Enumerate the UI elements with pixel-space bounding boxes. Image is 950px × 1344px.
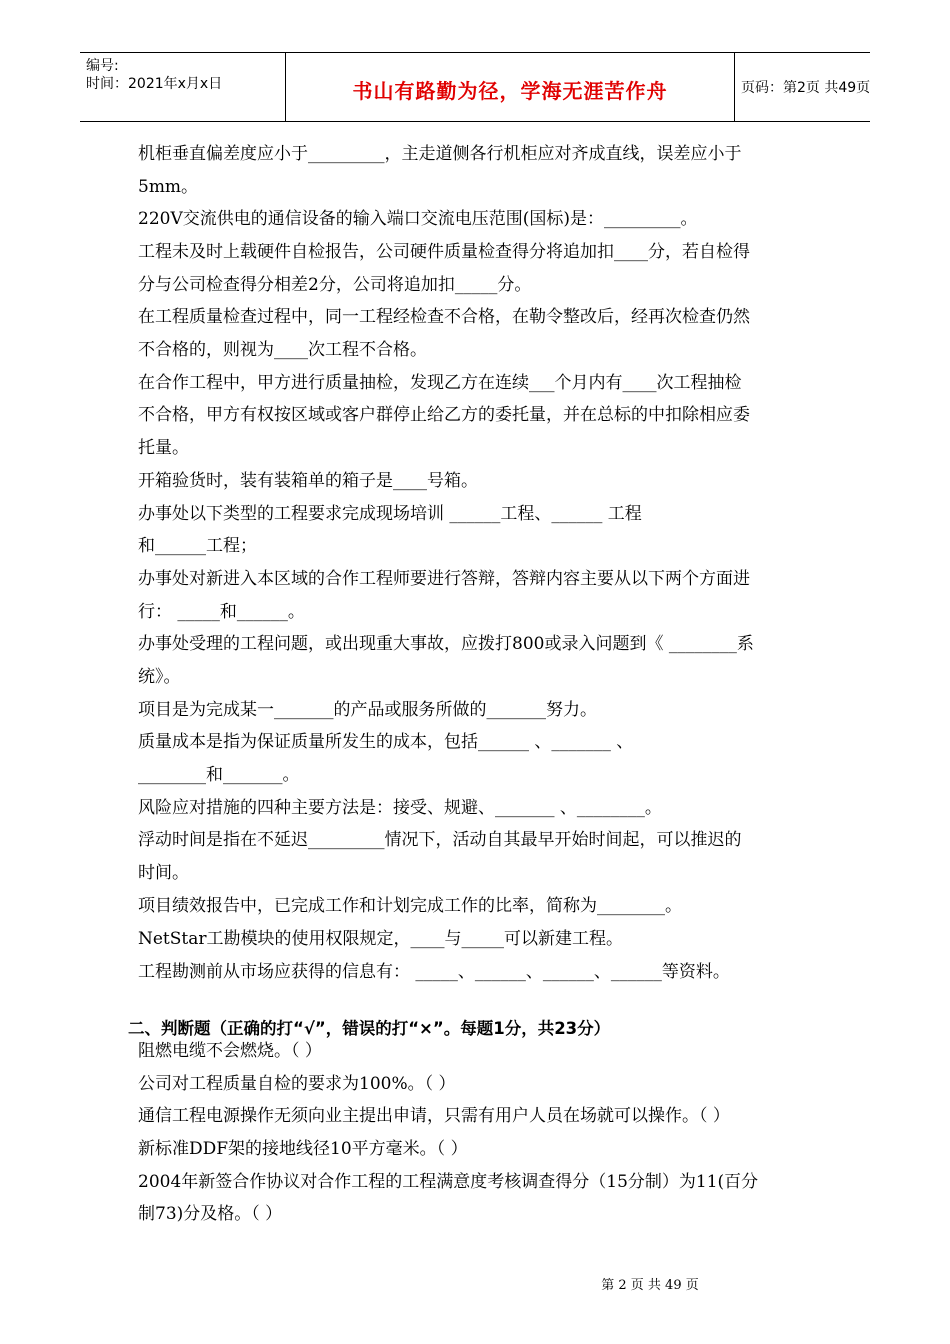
page-header (80, 52, 870, 122)
judgement-line: 通信工程电源操作无须向业主提出申请，只需有用户人员在场就可以操作。（ ） (138, 1106, 730, 1126)
page-footer: 第 2 页 共 49 页 (601, 1278, 699, 1293)
question-line: 不合格，甲方有权按区域或客户群停止给乙方的委托量，并在总标的中扣除相应委 (138, 405, 750, 425)
question-line: 质量成本是指为保证质量所发生的成本，包括______ 、_______ 、 (138, 732, 634, 752)
question-line: 和______工程； (138, 536, 257, 556)
question-line: 统》。 (138, 667, 181, 687)
question-line: 分与公司检查得分相差2分，公司将追加扣_____分。 (138, 275, 532, 295)
question-line: NetStar工勘模块的使用权限规定，____与_____可以新建工程。 (138, 929, 624, 949)
judgement-line: 制73)分及格。（ ） (138, 1204, 283, 1224)
question-line: 浮动时间是指在不延迟_________情况下，活动自其最早开始时间起，可以推迟的 (138, 830, 742, 850)
question-line: 项目是为完成某一_______的产品或服务所做的_______努力。 (138, 700, 597, 720)
question-line: 在工程质量检查过程中，同一工程经检查不合格，在勒令整改后，经再次检查仍然 (138, 307, 750, 327)
question-line: 时间。 (138, 863, 189, 883)
question-line: 办事处对新进入本区域的合作工程师要进行答辩，答辩内容主要从以下两个方面进 (138, 569, 750, 589)
question-line: 工程未及时上载硬件自检报告，公司硬件质量检查得分将追加扣____分，若自检得 (138, 242, 750, 262)
question-line: 在合作工程中，甲方进行质量抽检，发现乙方在连续___个月内有____次工程抽检 (138, 373, 742, 393)
judgement-line: 2004年新签合作协议对合作工程的工程满意度考核调查得分（15分制）为11(百分 (138, 1172, 759, 1192)
header-page-info: 页码：第2页 共49页 (741, 80, 871, 96)
section-title-judgement: 二、判断题（正确的打“√”，错误的打“×”。每题1分，共23分） (128, 1019, 611, 1038)
header-meta (80, 53, 285, 121)
question-line: ________和_______。 (138, 765, 300, 785)
question-line: 办事处以下类型的工程要求完成现场培训 ______工程、______ 工程 (138, 504, 642, 524)
question-line: 工程勘测前从市场应获得的信息有： _____、______、______、______等资料。 (138, 962, 730, 982)
judgement-line: 公司对工程质量自检的要求为100%。（ ） (138, 1074, 456, 1094)
question-line: 风险应对措施的四种主要方法是：接受、规避、_______ 、________。 (138, 798, 662, 818)
question-line: 220V交流供电的通信设备的输入端口交流电压范围(国标)是：_________。 (138, 209, 698, 229)
question-line: 办事处受理的工程问题，或出现重大事故，应拨打800或录入问题到《 ________系 (138, 634, 754, 654)
document-code-label: 编号: (86, 58, 119, 74)
judgement-line: 新标准DDF架的接地线径10平方毫米。（ ） (138, 1139, 468, 1159)
question-line: 开箱验货时，装有装箱单的箱子是____号箱。 (138, 471, 478, 491)
question-line: 托量。 (138, 438, 189, 458)
judgement-line: 阻燃电缆不会燃烧。（ ） (138, 1041, 322, 1061)
header-motto: 书山有路勤为径，学海无涯苦作舟 (352, 79, 668, 103)
question-line: 行： _____和______。 (138, 602, 305, 622)
header-page-cell (733, 53, 870, 121)
header-motto-cell (285, 53, 735, 121)
question-line: 机柜垂直偏差度应小于_________，主走道侧各行机柜应对齐成直线，误差应小于 (138, 144, 742, 164)
question-line: 不合格的，则视为____次工程不合格。 (138, 340, 427, 360)
document-time: 时间：2021年x月x日 (86, 76, 223, 92)
question-line: 项目绩效报告中，已完成工作和计划完成工作的比率，简称为________。 (138, 896, 682, 916)
question-line: 5mm。 (138, 177, 199, 197)
